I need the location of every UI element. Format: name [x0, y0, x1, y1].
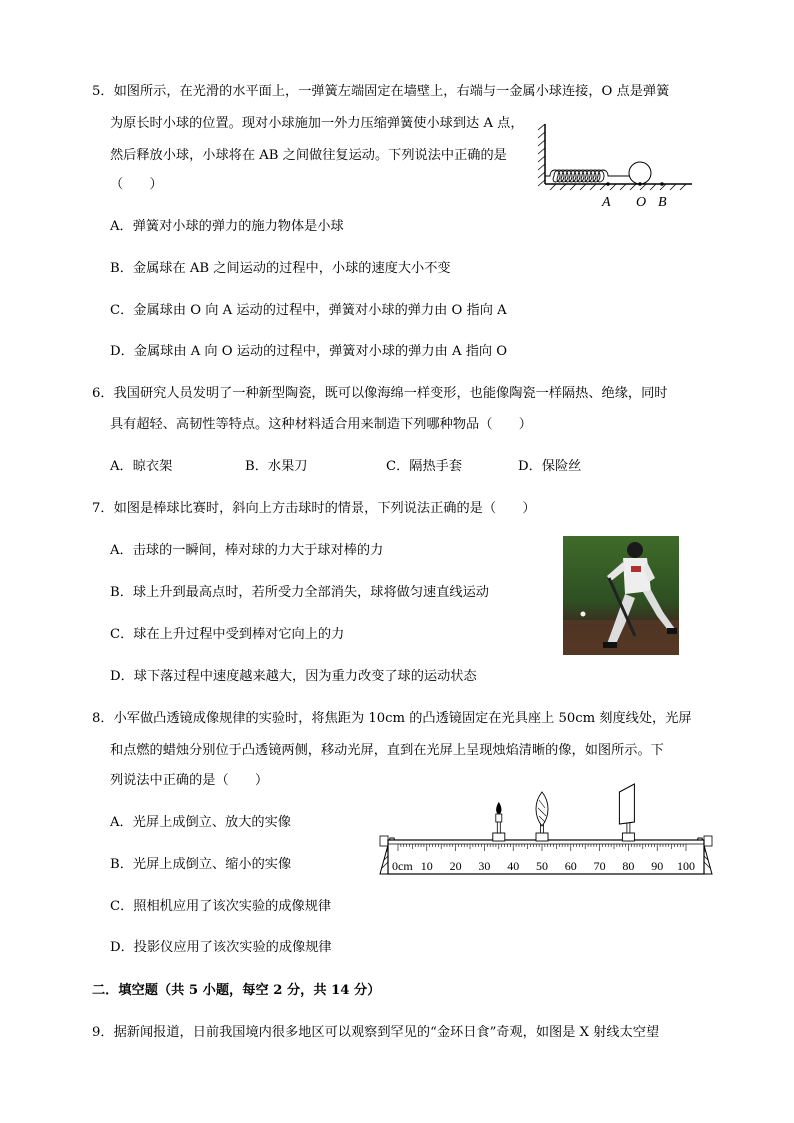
label-o: O [636, 195, 647, 210]
q5-option-a: A．弹簧对小球的弹力的施力物体是小球 [110, 219, 344, 234]
q5-answer-paren: （ ） [110, 177, 163, 192]
lens-base [536, 833, 548, 841]
q7-stem-line1: 7．如图是棒球比赛时，斜向上方击球时的情景，下列说法正确的是（ ） [92, 501, 536, 516]
q6-stem-line2: 具有超轻、高韧性等特点。这种材料适合用来制造下列哪种物品（ ） [110, 417, 532, 432]
q5-option-c: C．金属球由 O 向 A 运动的过程中，弹簧对小球的弹力由 O 指向 A [110, 303, 507, 318]
scale-label: 70 [593, 859, 606, 873]
candle-flame [496, 802, 501, 814]
q8-stem-line1: 8．小军做凸透镜成像规律的实验时，将焦距为 10cm 的凸透镜固定在光具座上 50cm 刻度线处，光屏 [92, 711, 692, 726]
q8-stem-line2: 和点燃的蜡烛分别位于凸透镜两侧，移动光屏，直到在光屏上呈现烛焰清晰的像，如图所示。下 [110, 743, 664, 758]
q8-stem-line3: 列说法中正确的是（ ） [110, 773, 269, 788]
label-b: B [658, 195, 667, 210]
scale-label: 60 [564, 859, 577, 873]
candle-body [496, 814, 502, 822]
metal-ball [629, 162, 651, 184]
q7-option-a: A．击球的一瞬间，棒对球的力大于球对棒的力 [110, 543, 384, 558]
light-screen [619, 784, 634, 824]
q6-option-d: D．保险丝 [518, 459, 582, 474]
q9-stem-line1: 9．据新闻报道，日前我国境内很多地区可以观察到罕见的“金环日食”奇观，如图是 X 射线太空望 [92, 1025, 660, 1040]
q8-option-d: D．投影仪应用了该次实验的成像规律 [110, 940, 332, 955]
q5-stem-line3: 然后释放小球，小球将在 AB 之间做往复运动。下列说法中正确的是 [110, 148, 507, 163]
section-two-heading: 二．填空题（共 5 小题，每空 2 分，共 14 分） [92, 983, 381, 998]
q7-option-b: B．球上升到最高点时，若所受力全部消失，球将做匀速直线运动 [110, 585, 489, 600]
q8-option-c: C．照相机应用了该次实验的成像规律 [110, 899, 332, 914]
scale-label: 20 [449, 859, 462, 873]
screen-stem [627, 822, 630, 833]
spring-ball-figure [536, 118, 696, 210]
q5-stem-line1: 5．如图所示，在光滑的水平面上，一弹簧左端固定在墙壁上，右端与一金属小球连接，O 点是弹簧 [92, 84, 670, 99]
convex-lens [536, 792, 548, 826]
q5-stem-line2: 为原长时小球的位置。现对小球施加一外力压缩弹簧使小球到达 A 点， [110, 116, 524, 131]
q8-option-a: A．光屏上成倒立、放大的实像 [110, 815, 291, 830]
scale-label: 80 [622, 859, 635, 873]
scale-label: 40 [507, 859, 520, 873]
screen-base [622, 833, 634, 841]
scale-label: 50 [536, 859, 548, 873]
scale-label: 10 [420, 859, 433, 873]
scale-label: 90 [651, 859, 664, 873]
label-a: A [602, 195, 611, 210]
optical-bench-figure [368, 778, 724, 878]
q5-option-d: D．金属球由 A 向 O 运动的过程中，弹簧对小球的弹力由 A 指向 O [110, 344, 508, 359]
scale-label: 30 [478, 859, 491, 873]
q8-option-b: B．光屏上成倒立、缩小的实像 [110, 857, 292, 872]
q7-option-c: C．球在上升过程中受到棒对它向上的力 [110, 627, 345, 642]
scale-label: 100 [677, 859, 695, 873]
q6-option-a: A．晾衣架 [110, 459, 173, 474]
scale-label: 0cm [392, 859, 413, 873]
candle-base [493, 833, 505, 841]
q6-option-c: C．隔热手套 [386, 459, 463, 474]
q7-option-d: D．球下落过程中速度越来越大，因为重力改变了球的运动状态 [110, 669, 477, 684]
q5-option-b: B．金属球在 AB 之间运动的过程中，小球的速度大小不变 [110, 261, 451, 276]
q6-option-b: B．水果刀 [245, 459, 308, 474]
q6-stem-line1: 6．我国研究人员发明了一种新型陶瓷，既可以像海绵一样变形，也能像陶瓷一样隔热、绝缘，同时 [92, 386, 668, 401]
baseball-photo [563, 536, 679, 655]
